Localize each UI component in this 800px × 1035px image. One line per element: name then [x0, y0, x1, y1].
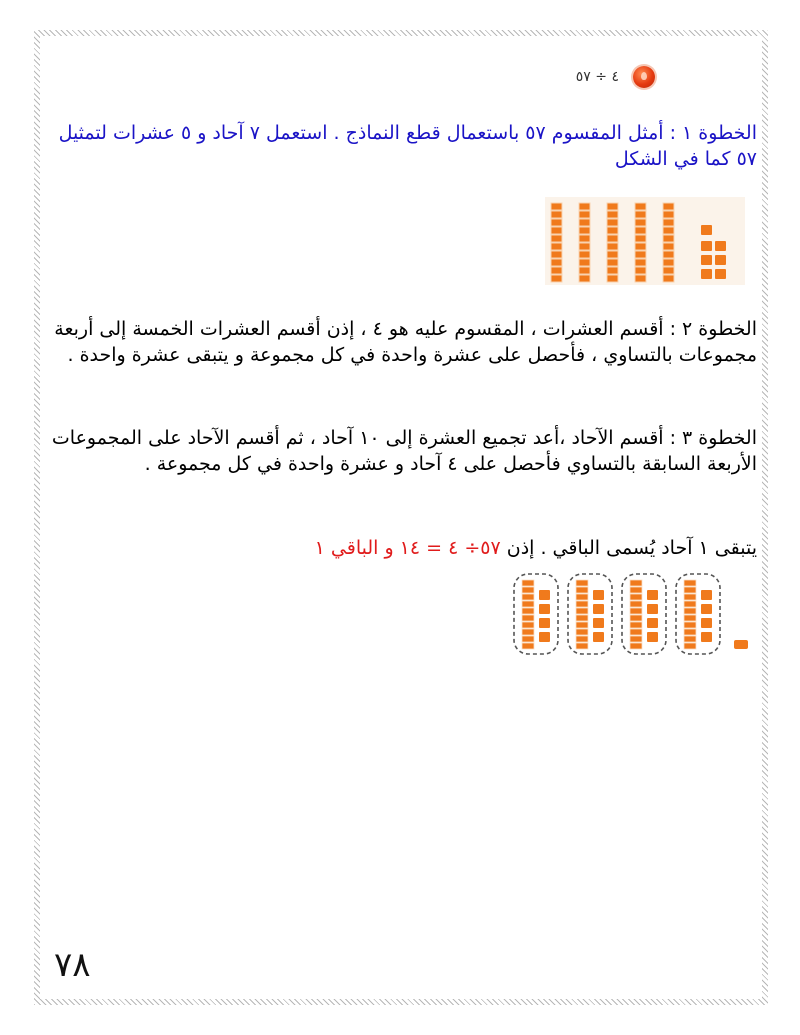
rod-cube [576, 608, 588, 614]
group [676, 574, 720, 654]
rod-cube [522, 594, 534, 600]
rod-cube [684, 615, 696, 621]
rod-cube [684, 594, 696, 600]
rod-cube [576, 636, 588, 642]
group [514, 574, 558, 654]
rod-cube [576, 622, 588, 628]
rod-cube [576, 580, 588, 586]
unit-cube [715, 241, 726, 251]
rod-cube [630, 608, 642, 614]
group [622, 574, 666, 654]
unit-cube [647, 604, 658, 614]
unit-cube [701, 632, 712, 642]
remainder-cube [734, 640, 748, 649]
step-3-text: الخطوة ٣ : أقسم الآحاد ،أعد تجميع العشرة إلى ١٠ آحاد ، ثم أقسم الآحاد على المجموعات الأربعة السابقة بالتساوي فأحصل على ٤ آحاد و عشرة واحدة في كل مجموعة . [51, 427, 757, 475]
rod-cube [684, 622, 696, 628]
group [568, 574, 612, 654]
rod-cube [576, 629, 588, 635]
unit-cube [701, 255, 712, 265]
grouped-model [512, 570, 752, 658]
unit-cube [539, 590, 550, 600]
unit-cube [647, 632, 658, 642]
group-outline [676, 574, 720, 654]
ten-rod [635, 203, 646, 282]
rod-cube [684, 643, 696, 649]
unit-cube [701, 618, 712, 628]
page-border [34, 30, 768, 1005]
problem-badge-icon [633, 66, 655, 88]
rod-cube [522, 587, 534, 593]
rod-cube [576, 594, 588, 600]
rod-cube [684, 580, 696, 586]
rod-cube [684, 629, 696, 635]
rod-cube [576, 643, 588, 649]
unit-cube [701, 269, 712, 279]
rod-cube [630, 622, 642, 628]
problem-text: ٤ ÷ ٥٧ [575, 69, 619, 85]
rod-cube [684, 601, 696, 607]
unit-cube [593, 590, 604, 600]
unit-cube [539, 632, 550, 642]
rod-cube [630, 636, 642, 642]
rod-cube [684, 587, 696, 593]
unit-cube [701, 241, 712, 251]
problem-header [576, 64, 655, 90]
rod-cube [576, 587, 588, 593]
rod-cube [630, 587, 642, 593]
step-2-text: الخطوة ٢ : أقسم العشرات ، المقسوم عليه هو ٤ ، إذن أقسم العشرات الخمسة إلى أربعة مجموعات بالتساوي ، فأحصل على عشرة واحدة في كل مجموعة و يتبقى عشرة واحدة . [54, 318, 757, 366]
unit-cube [701, 604, 712, 614]
group-outline [514, 574, 558, 654]
step-1-text: الخطوة ١ : أمثل المقسوم ٥٧ باستعمال قطع النماذج . استعمل ٧ آحاد و ٥ عشرات لتمثيل ٥٧ كما في الشكل [58, 122, 757, 170]
rod-cube [576, 601, 588, 607]
unit-cube [539, 604, 550, 614]
rod-cube [522, 643, 534, 649]
ten-rod [663, 203, 674, 282]
rod-cube [630, 580, 642, 586]
unit-cube [647, 590, 658, 600]
page-number: ٧٨ [54, 945, 91, 985]
rod-cube [576, 615, 588, 621]
unit-cube [593, 632, 604, 642]
step-4-text [51, 535, 757, 561]
rod-cube [684, 608, 696, 614]
group-outline [622, 574, 666, 654]
rod-cube [630, 601, 642, 607]
group-outline [568, 574, 612, 654]
rod-cube [522, 629, 534, 635]
ten-rod [579, 203, 590, 282]
unit-cube [701, 225, 712, 235]
unit-cube [593, 618, 604, 628]
rod-cube [522, 608, 534, 614]
unit-cube [539, 618, 550, 628]
unit-cube [701, 590, 712, 600]
division-result: ٥٧÷ ٤ = ١٤ و الباقي ١ [314, 537, 501, 559]
rod-cube [630, 643, 642, 649]
unit-cube [593, 604, 604, 614]
rod-cube [684, 636, 696, 642]
unit-cube [647, 618, 658, 628]
unit-cube [715, 269, 726, 279]
rod-cube [630, 594, 642, 600]
rod-cube [522, 615, 534, 621]
rod-cube [630, 615, 642, 621]
rod-cube [522, 622, 534, 628]
remainder-statement: يتبقى ١ آحاد يُسمى الباقي . إذن [506, 537, 757, 559]
base-ten-model-57 [545, 197, 745, 285]
unit-cube [715, 255, 726, 265]
rod-cube [522, 601, 534, 607]
ten-rod [551, 203, 562, 282]
ten-rod [607, 203, 618, 282]
rod-cube [522, 636, 534, 642]
rod-cube [630, 629, 642, 635]
rod-cube [522, 580, 534, 586]
